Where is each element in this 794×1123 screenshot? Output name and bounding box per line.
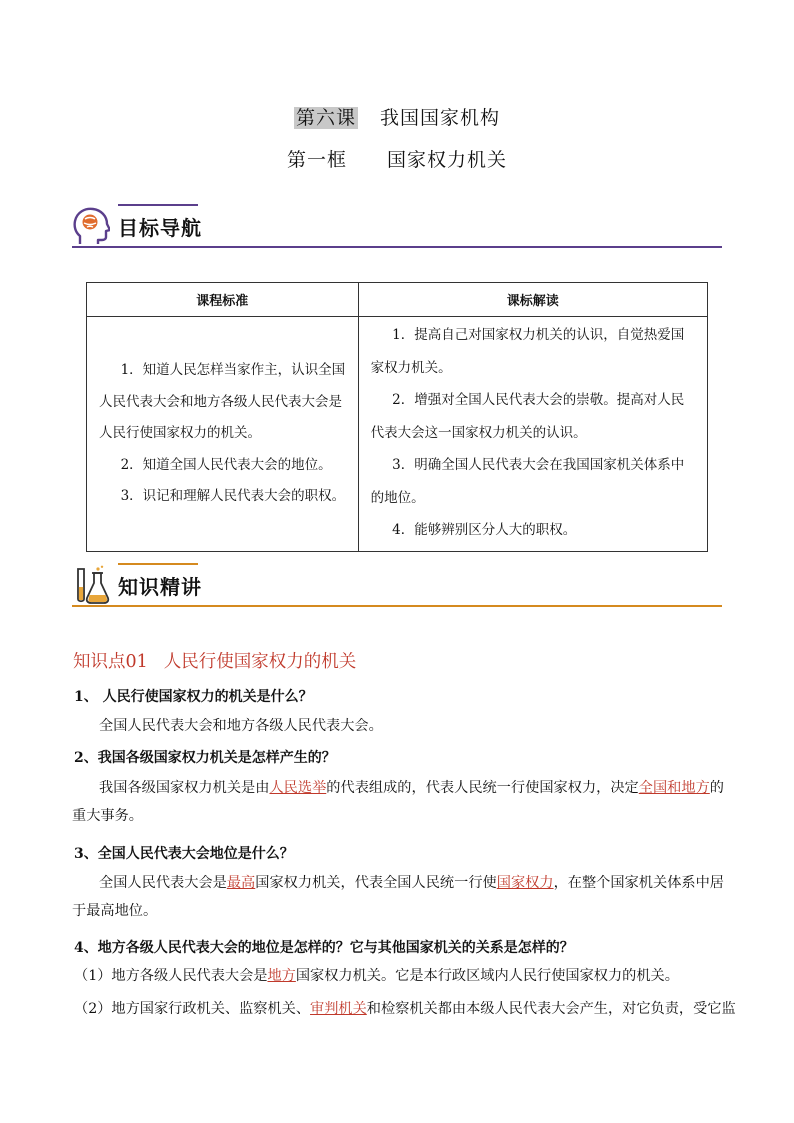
knowledge-divider: [72, 605, 722, 607]
answer-text: （1）地方各级人民代表大会是: [74, 968, 268, 984]
answer-text: 的重大事务。: [72, 780, 724, 824]
interpretation-item: 1．提高自己对国家权力机关的认识，自觉热爱国家权力机关。: [370, 327, 685, 376]
goal-overline: [118, 204, 198, 206]
question-4: 4、地方各级人民代表大会的地位是怎样的？它与其他国家机关的关系是怎样的？: [74, 940, 574, 956]
standards-table: [86, 282, 708, 552]
interpretation-cell: [358, 317, 707, 552]
interpretation-item: 2．增强对全国人民代表大会的崇敬。提高对人民代表大会这一国家权力机关的认识。: [370, 392, 685, 441]
question-3: 3、全国人民代表大会地位是什么？: [74, 846, 294, 862]
answer-4-1: [74, 962, 724, 990]
interpretation-item: 4．能够辨别区分人大的职权。: [392, 522, 577, 538]
answer-text: 国家权力机关，代表全国人民统一行使: [255, 875, 497, 891]
question-2: 2、我国各级国家权力机关是怎样产生的？: [74, 750, 336, 766]
answer-4-2: [74, 995, 736, 1023]
answer-text: （2）地方国家行政机关、监察机关、: [74, 1001, 311, 1017]
standard-cell: [87, 317, 359, 552]
goal-divider: [72, 246, 722, 248]
knowledge-section-title: 知识精讲: [118, 575, 202, 599]
knowledge-overline: [118, 563, 198, 565]
lesson-name: 我国国家机构: [380, 107, 501, 129]
lesson-number: 第六课: [295, 107, 356, 129]
key-term: 地方: [267, 968, 296, 984]
key-term: 全国和地方: [638, 780, 710, 796]
knowledge-point-name: 人民行使国家权力的机关: [163, 652, 357, 672]
key-term: 审判机关: [310, 1001, 367, 1017]
standard-item: 2．知道全国人民代表大会的地位。: [120, 456, 332, 473]
goal-section-header: [72, 204, 722, 248]
head-brain-icon: [72, 206, 110, 246]
lesson-title: [0, 103, 794, 130]
answer-text: 我国各级国家权力机关是由: [99, 780, 270, 796]
knowledge-point-number: 知识点01: [73, 652, 148, 672]
frame-name: 国家权力机关: [387, 149, 508, 171]
key-term: 最高: [226, 875, 256, 891]
goal-section-title: 目标导航: [118, 216, 202, 240]
answer-3: [72, 869, 724, 925]
answer-text: 国家权力机关。它是本行政区域内人民行使国家权力的机关。: [295, 968, 679, 984]
frame-title: [0, 145, 794, 172]
interpretation-item: 3．明确全国人民代表大会在我国国家机关体系中的地位。: [370, 457, 685, 506]
answer-text: ，在整个国家机关体系中居于最高地位。: [72, 875, 724, 919]
answer-text: 的代表组成的，代表人民统一行使国家权力，决定: [326, 780, 639, 796]
table-header-interpretation: 课标解读: [358, 283, 707, 317]
frame-number: 第一框: [286, 149, 347, 171]
lab-flask-icon: [72, 565, 110, 605]
answer-text: 和检察机关都由本级人民代表大会产生，对它负责，受它监: [366, 1001, 736, 1017]
question-1: 1、 人民行使国家权力的机关是什么？: [74, 689, 313, 705]
key-term: 人民选举: [269, 780, 327, 796]
answer-1: 全国人民代表大会和地方各级人民代表大会。: [99, 718, 383, 734]
standard-item: 3．识记和理解人民代表大会的职权。: [120, 488, 346, 504]
answer-text: 全国人民代表大会是: [99, 875, 227, 891]
answer-2: [72, 774, 724, 830]
table-header-standard: 课程标准: [87, 283, 359, 317]
knowledge-section-header: [72, 563, 722, 607]
standard-item: 1．知道人民怎样当家作主，认识全国人民代表大会和地方各级人民代表大会是人民行使国家权力的机关。: [99, 362, 346, 441]
knowledge-point-title: [73, 648, 356, 673]
key-term: 国家权力: [496, 875, 554, 891]
